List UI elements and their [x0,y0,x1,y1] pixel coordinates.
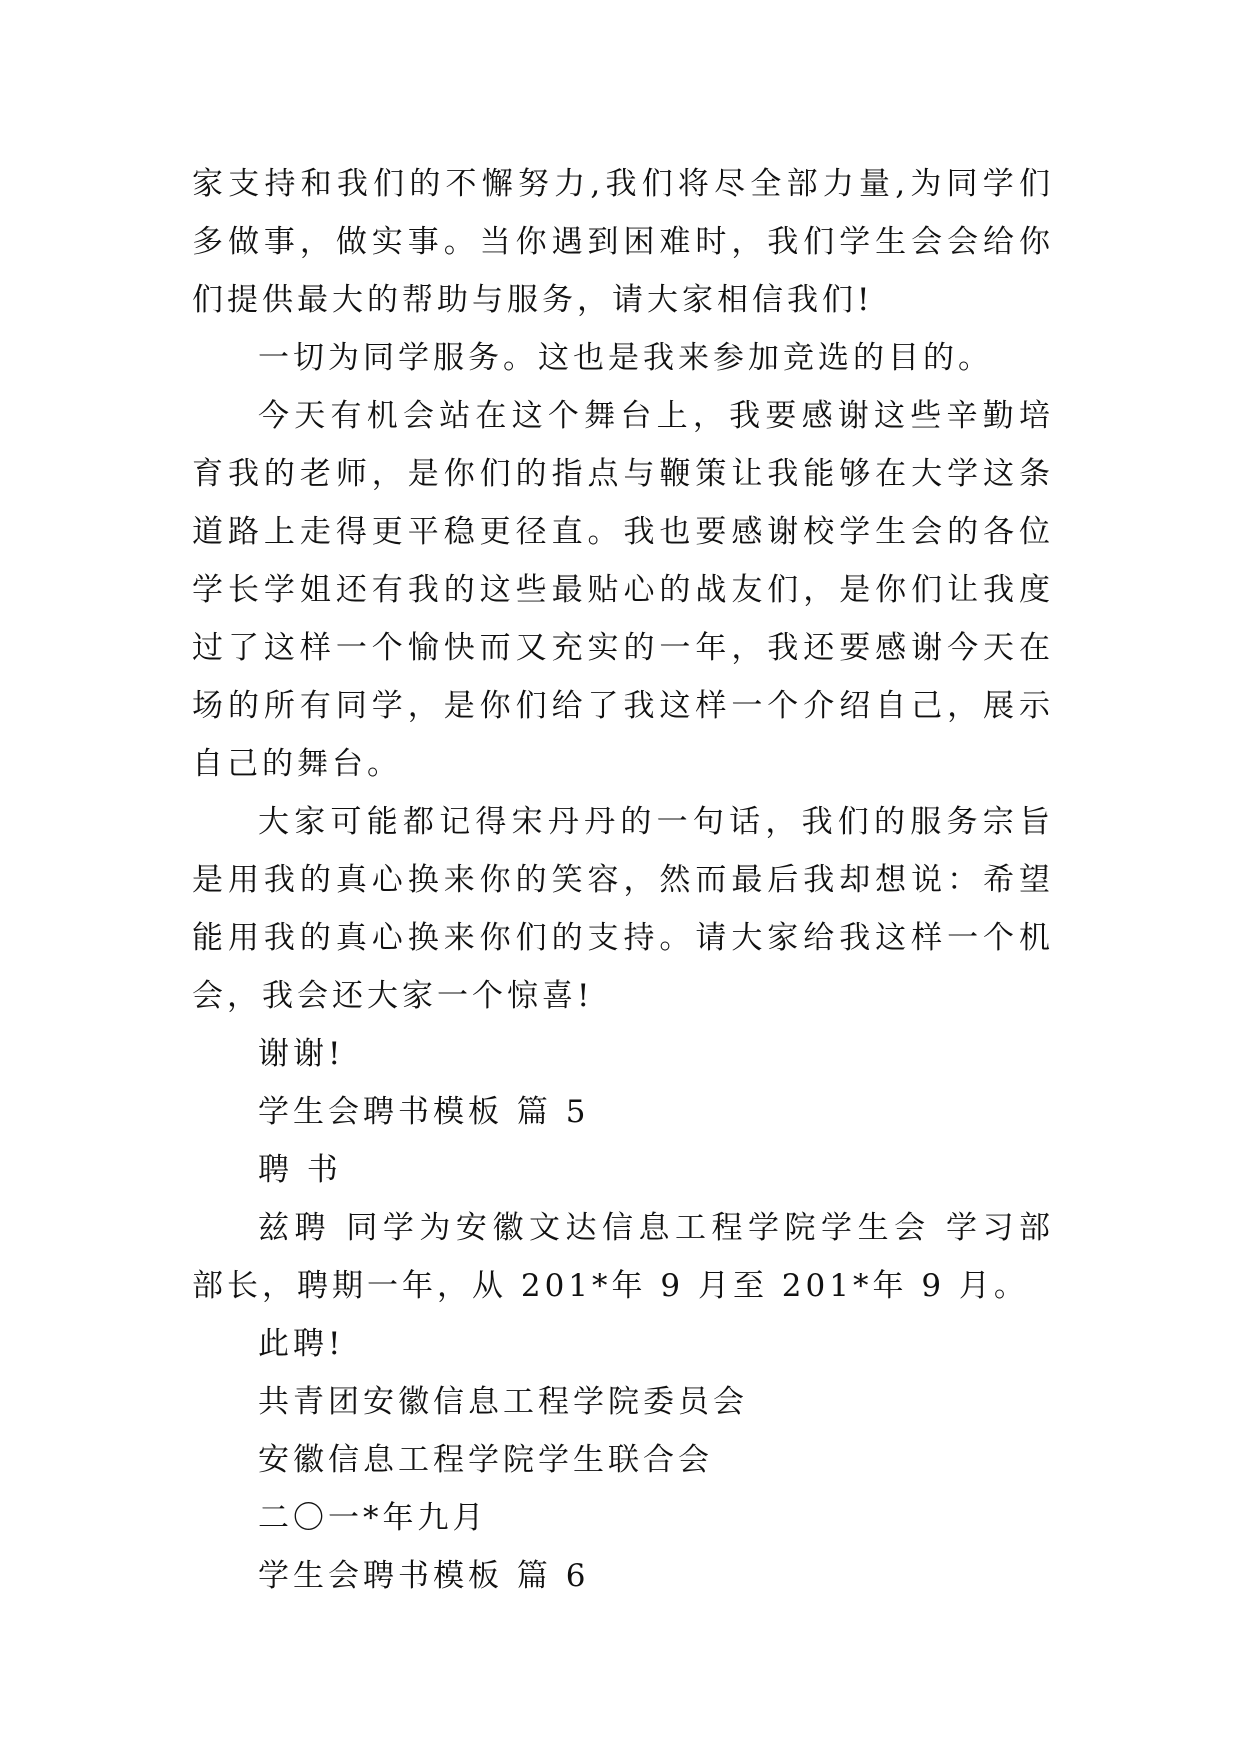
certificate-title: 聘 书 [258,1152,342,1188]
issuer-youth-league: 共青团安徽信息工程学院委员会 [258,1384,748,1420]
issuer-student-union: 安徽信息工程学院学生联合会 [258,1442,713,1478]
paragraph-thanks: 谢谢! [258,1036,345,1072]
issue-date: 二〇一*年九月 [258,1500,488,1536]
paragraph-2: 一切为同学服务。这也是我来参加竞选的目的。 [258,340,993,376]
appointment-closing: 此聘! [258,1326,345,1362]
section-heading-5: 学生会聘书模板 篇 5 [258,1094,590,1130]
document-body [192,155,1054,1605]
appointment-text: 兹聘 同学为安徽文达信息工程学院学生会 学习部部长，聘期一年，从 201*年 9 月至 201*年 9 月。 [192,1210,1054,1304]
section-heading-6: 学生会聘书模板 篇 6 [258,1558,590,1594]
paragraph-4: 大家可能都记得宋丹丹的一句话，我们的服务宗旨是用我的真心换来你的笑容，然而最后我却想说：希望能用我的真心换来你们的支持。请大家给我这样一个机会，我会还大家一个惊喜! [192,804,1054,1014]
paragraph-3: 今天有机会站在这个舞台上，我要感谢这些辛勤培育我的老师，是你们的指点与鞭策让我能够在大学这条道路上走得更平稳更径直。我也要感谢校学生会的各位学长学姐还有我的这些最贴心的战友们，是你们让我度过了这样一个愉快而又充实的一年，我还要感谢今天在场的所有同学，是你们给了我这样一个介绍自己，展示自己的舞台。 [192,398,1054,782]
paragraph-1: 家支持和我们的不懈努力,我们将尽全部力量,为同学们多做事，做实事。当你遇到困难时，我们学生会会给你们提供最大的帮助与服务，请大家相信我们! [192,166,1054,318]
